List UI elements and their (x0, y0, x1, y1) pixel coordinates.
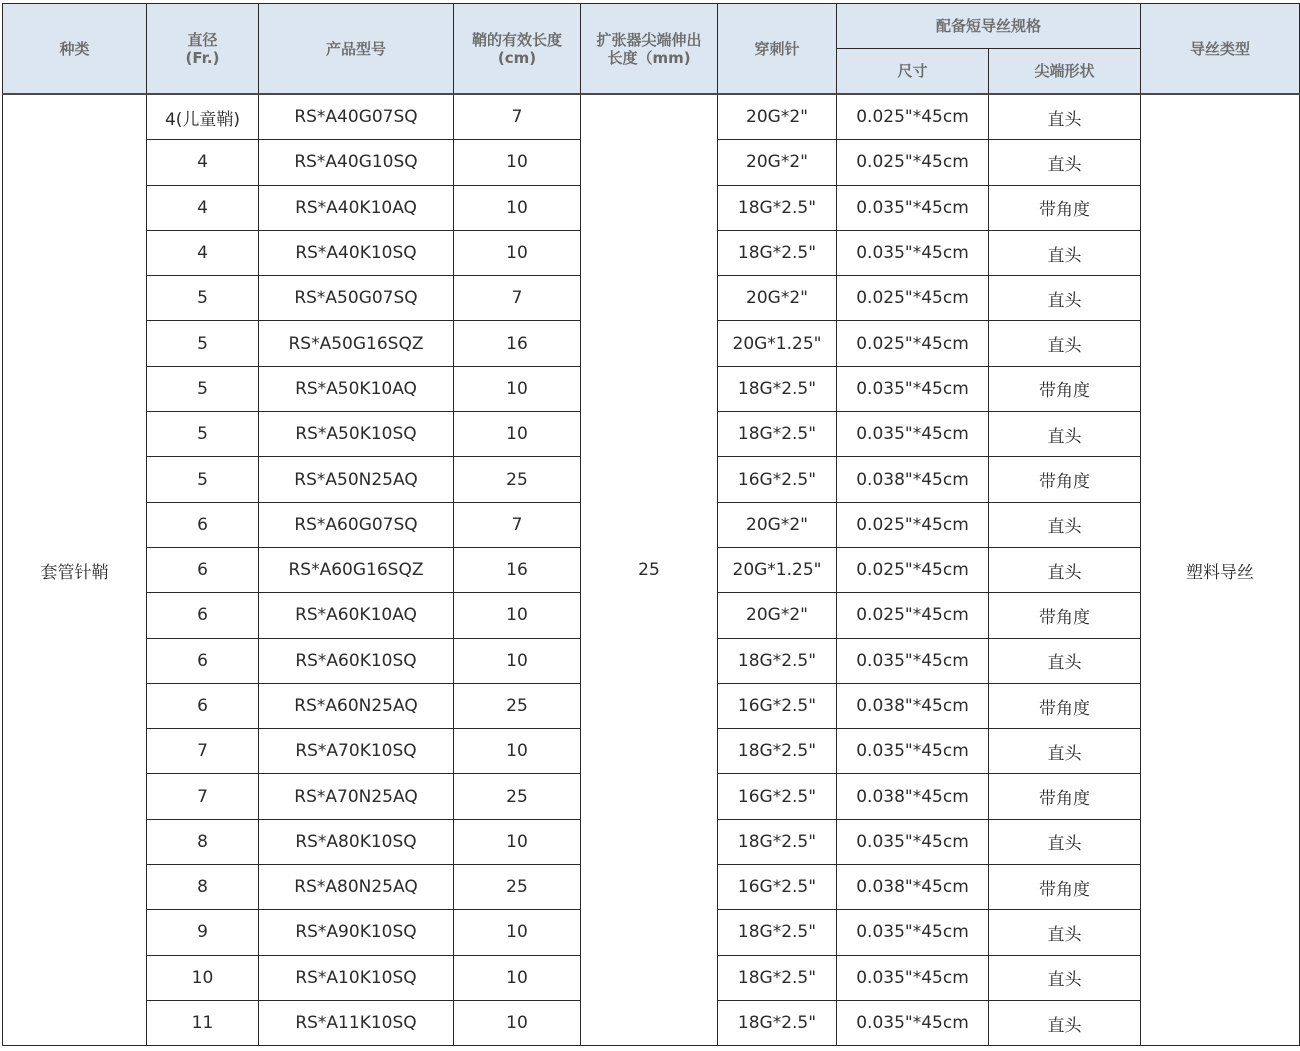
model-cell: RS*A50G16SQZ (259, 321, 454, 366)
tip-shape-cell: 直头 (989, 412, 1141, 457)
needle-cell: 20G*1.25" (718, 321, 837, 366)
model-cell: RS*A80K10SQ (259, 819, 454, 864)
model-cell: RS*A60K10AQ (259, 593, 454, 638)
wire-type-cell: 塑料导丝 (1141, 94, 1300, 1046)
header-sheath-length-line2: (cm) (497, 48, 537, 67)
header-sheath-length-line1: 鞘的有效长度 (471, 30, 562, 49)
needle-cell: 16G*2.5" (718, 457, 837, 502)
tip-shape-cell: 直头 (989, 1000, 1141, 1045)
header-needle: 穿刺针 (718, 4, 837, 95)
needle-cell: 20G*1.25" (718, 547, 837, 592)
model-cell: RS*A10K10SQ (259, 955, 454, 1000)
wire-size-cell: 0.025"*45cm (837, 502, 989, 547)
diameter-cell: 7 (147, 729, 259, 774)
diameter-cell: 8 (147, 819, 259, 864)
diameter-cell: 5 (147, 457, 259, 502)
header-dilator-tip (581, 4, 718, 95)
needle-cell: 18G*2.5" (718, 1000, 837, 1045)
sheath-length-cell: 16 (454, 321, 581, 366)
diameter-cell: 6 (147, 683, 259, 728)
sheath-length-cell: 10 (454, 955, 581, 1000)
sheath-length-cell: 25 (454, 457, 581, 502)
model-cell: RS*A70K10SQ (259, 729, 454, 774)
needle-cell: 20G*2" (718, 140, 837, 185)
header-diameter (147, 4, 259, 95)
header-type: 种类 (3, 4, 147, 95)
wire-size-cell: 0.035"*45cm (837, 185, 989, 230)
sheath-length-cell: 10 (454, 185, 581, 230)
tip-shape-cell: 带角度 (989, 774, 1141, 819)
tip-shape-cell: 直头 (989, 910, 1141, 955)
needle-cell: 18G*2.5" (718, 638, 837, 683)
tip-shape-cell: 直头 (989, 819, 1141, 864)
sheath-length-cell: 10 (454, 140, 581, 185)
tip-shape-cell: 直头 (989, 547, 1141, 592)
sheath-length-cell: 10 (454, 638, 581, 683)
needle-cell: 16G*2.5" (718, 865, 837, 910)
diameter-cell: 7 (147, 774, 259, 819)
header-guidewire-group: 配备短导丝规格 (837, 4, 1141, 49)
tip-shape-cell: 直头 (989, 321, 1141, 366)
wire-size-cell: 0.035"*45cm (837, 412, 989, 457)
wire-size-cell: 0.038"*45cm (837, 683, 989, 728)
sheath-length-cell: 10 (454, 729, 581, 774)
wire-size-cell: 0.035"*45cm (837, 955, 989, 1000)
sheath-length-cell: 10 (454, 230, 581, 275)
tip-shape-cell: 带角度 (989, 457, 1141, 502)
header-sheath-length (454, 4, 581, 95)
wire-size-cell: 0.035"*45cm (837, 366, 989, 411)
tip-shape-cell: 直头 (989, 729, 1141, 774)
table-header (3, 4, 1300, 95)
tip-shape-cell: 直头 (989, 140, 1141, 185)
diameter-cell: 4(儿童鞘) (147, 94, 259, 140)
sheath-length-cell: 7 (454, 276, 581, 321)
needle-cell: 18G*2.5" (718, 366, 837, 411)
model-cell: RS*A80N25AQ (259, 865, 454, 910)
model-cell: RS*A40K10SQ (259, 230, 454, 275)
wire-size-cell: 0.025"*45cm (837, 321, 989, 366)
tip-shape-cell: 带角度 (989, 593, 1141, 638)
needle-cell: 20G*2" (718, 276, 837, 321)
sheath-length-cell: 7 (454, 94, 581, 140)
header-model: 产品型号 (259, 4, 454, 95)
model-cell: RS*A50K10AQ (259, 366, 454, 411)
diameter-cell: 6 (147, 593, 259, 638)
model-cell: RS*A50K10SQ (259, 412, 454, 457)
sheath-length-cell: 16 (454, 547, 581, 592)
table-row (3, 94, 1300, 140)
wire-size-cell: 0.025"*45cm (837, 94, 989, 140)
wire-size-cell: 0.035"*45cm (837, 638, 989, 683)
diameter-cell: 10 (147, 955, 259, 1000)
tip-shape-cell: 直头 (989, 638, 1141, 683)
model-cell: RS*A60K10SQ (259, 638, 454, 683)
header-dilator-tip-line2: 长度（mm) (607, 48, 691, 67)
tip-shape-cell: 直头 (989, 502, 1141, 547)
sheath-length-cell: 10 (454, 412, 581, 457)
diameter-cell: 4 (147, 230, 259, 275)
needle-cell: 20G*2" (718, 502, 837, 547)
model-cell: RS*A40G10SQ (259, 140, 454, 185)
needle-cell: 16G*2.5" (718, 683, 837, 728)
needle-cell: 20G*2" (718, 94, 837, 140)
type-cell: 套管针鞘 (3, 94, 147, 1046)
product-spec-table (2, 3, 1300, 1046)
wire-size-cell: 0.038"*45cm (837, 774, 989, 819)
tip-shape-cell: 直头 (989, 955, 1141, 1000)
diameter-cell: 5 (147, 276, 259, 321)
wire-size-cell: 0.035"*45cm (837, 819, 989, 864)
tip-shape-cell: 直头 (989, 230, 1141, 275)
model-cell: RS*A11K10SQ (259, 1000, 454, 1045)
wire-size-cell: 0.035"*45cm (837, 230, 989, 275)
model-cell: RS*A40K10AQ (259, 185, 454, 230)
needle-cell: 18G*2.5" (718, 185, 837, 230)
model-cell: RS*A90K10SQ (259, 910, 454, 955)
model-cell: RS*A50N25AQ (259, 457, 454, 502)
sheath-length-cell: 25 (454, 774, 581, 819)
diameter-cell: 4 (147, 140, 259, 185)
model-cell: RS*A60N25AQ (259, 683, 454, 728)
needle-cell: 20G*2" (718, 593, 837, 638)
wire-size-cell: 0.025"*45cm (837, 140, 989, 185)
model-cell: RS*A60G07SQ (259, 502, 454, 547)
needle-cell: 18G*2.5" (718, 910, 837, 955)
tip-shape-cell: 带角度 (989, 366, 1141, 411)
wire-size-cell: 0.025"*45cm (837, 276, 989, 321)
tip-shape-cell: 带角度 (989, 185, 1141, 230)
tip-shape-cell: 直头 (989, 94, 1141, 140)
tip-shape-cell: 带角度 (989, 865, 1141, 910)
header-wire-type: 导丝类型 (1141, 4, 1300, 95)
sheath-length-cell: 7 (454, 502, 581, 547)
diameter-cell: 6 (147, 502, 259, 547)
needle-cell: 16G*2.5" (718, 774, 837, 819)
diameter-cell: 4 (147, 185, 259, 230)
sheath-length-cell: 10 (454, 1000, 581, 1045)
wire-size-cell: 0.038"*45cm (837, 865, 989, 910)
needle-cell: 18G*2.5" (718, 412, 837, 457)
diameter-cell: 5 (147, 412, 259, 457)
model-cell: RS*A50G07SQ (259, 276, 454, 321)
needle-cell: 18G*2.5" (718, 729, 837, 774)
wire-size-cell: 0.035"*45cm (837, 729, 989, 774)
needle-cell: 18G*2.5" (718, 230, 837, 275)
needle-cell: 18G*2.5" (718, 819, 837, 864)
header-dilator-tip-line1: 扩张器尖端伸出 (596, 30, 702, 49)
spec-table-container (2, 3, 1300, 1046)
diameter-cell: 6 (147, 638, 259, 683)
model-cell: RS*A60G16SQZ (259, 547, 454, 592)
wire-size-cell: 0.035"*45cm (837, 1000, 989, 1045)
diameter-cell: 9 (147, 910, 259, 955)
wire-size-cell: 0.025"*45cm (837, 547, 989, 592)
table-body (3, 94, 1300, 1046)
header-diameter-line2: (Fr.) (185, 48, 220, 67)
sheath-length-cell: 10 (454, 593, 581, 638)
wire-size-cell: 0.035"*45cm (837, 910, 989, 955)
sheath-length-cell: 10 (454, 910, 581, 955)
diameter-cell: 5 (147, 321, 259, 366)
needle-cell: 18G*2.5" (718, 955, 837, 1000)
wire-size-cell: 0.025"*45cm (837, 593, 989, 638)
header-size: 尺寸 (837, 49, 989, 95)
tip-shape-cell: 直头 (989, 276, 1141, 321)
sheath-length-cell: 25 (454, 865, 581, 910)
model-cell: RS*A40G07SQ (259, 94, 454, 140)
sheath-length-cell: 10 (454, 366, 581, 411)
header-diameter-line1: 直径 (187, 30, 218, 49)
diameter-cell: 8 (147, 865, 259, 910)
dilator-length-cell: 25 (581, 94, 718, 1046)
sheath-length-cell: 25 (454, 683, 581, 728)
header-tip-shape: 尖端形状 (989, 49, 1141, 95)
sheath-length-cell: 10 (454, 819, 581, 864)
diameter-cell: 11 (147, 1000, 259, 1045)
diameter-cell: 5 (147, 366, 259, 411)
diameter-cell: 6 (147, 547, 259, 592)
wire-size-cell: 0.038"*45cm (837, 457, 989, 502)
tip-shape-cell: 带角度 (989, 683, 1141, 728)
model-cell: RS*A70N25AQ (259, 774, 454, 819)
